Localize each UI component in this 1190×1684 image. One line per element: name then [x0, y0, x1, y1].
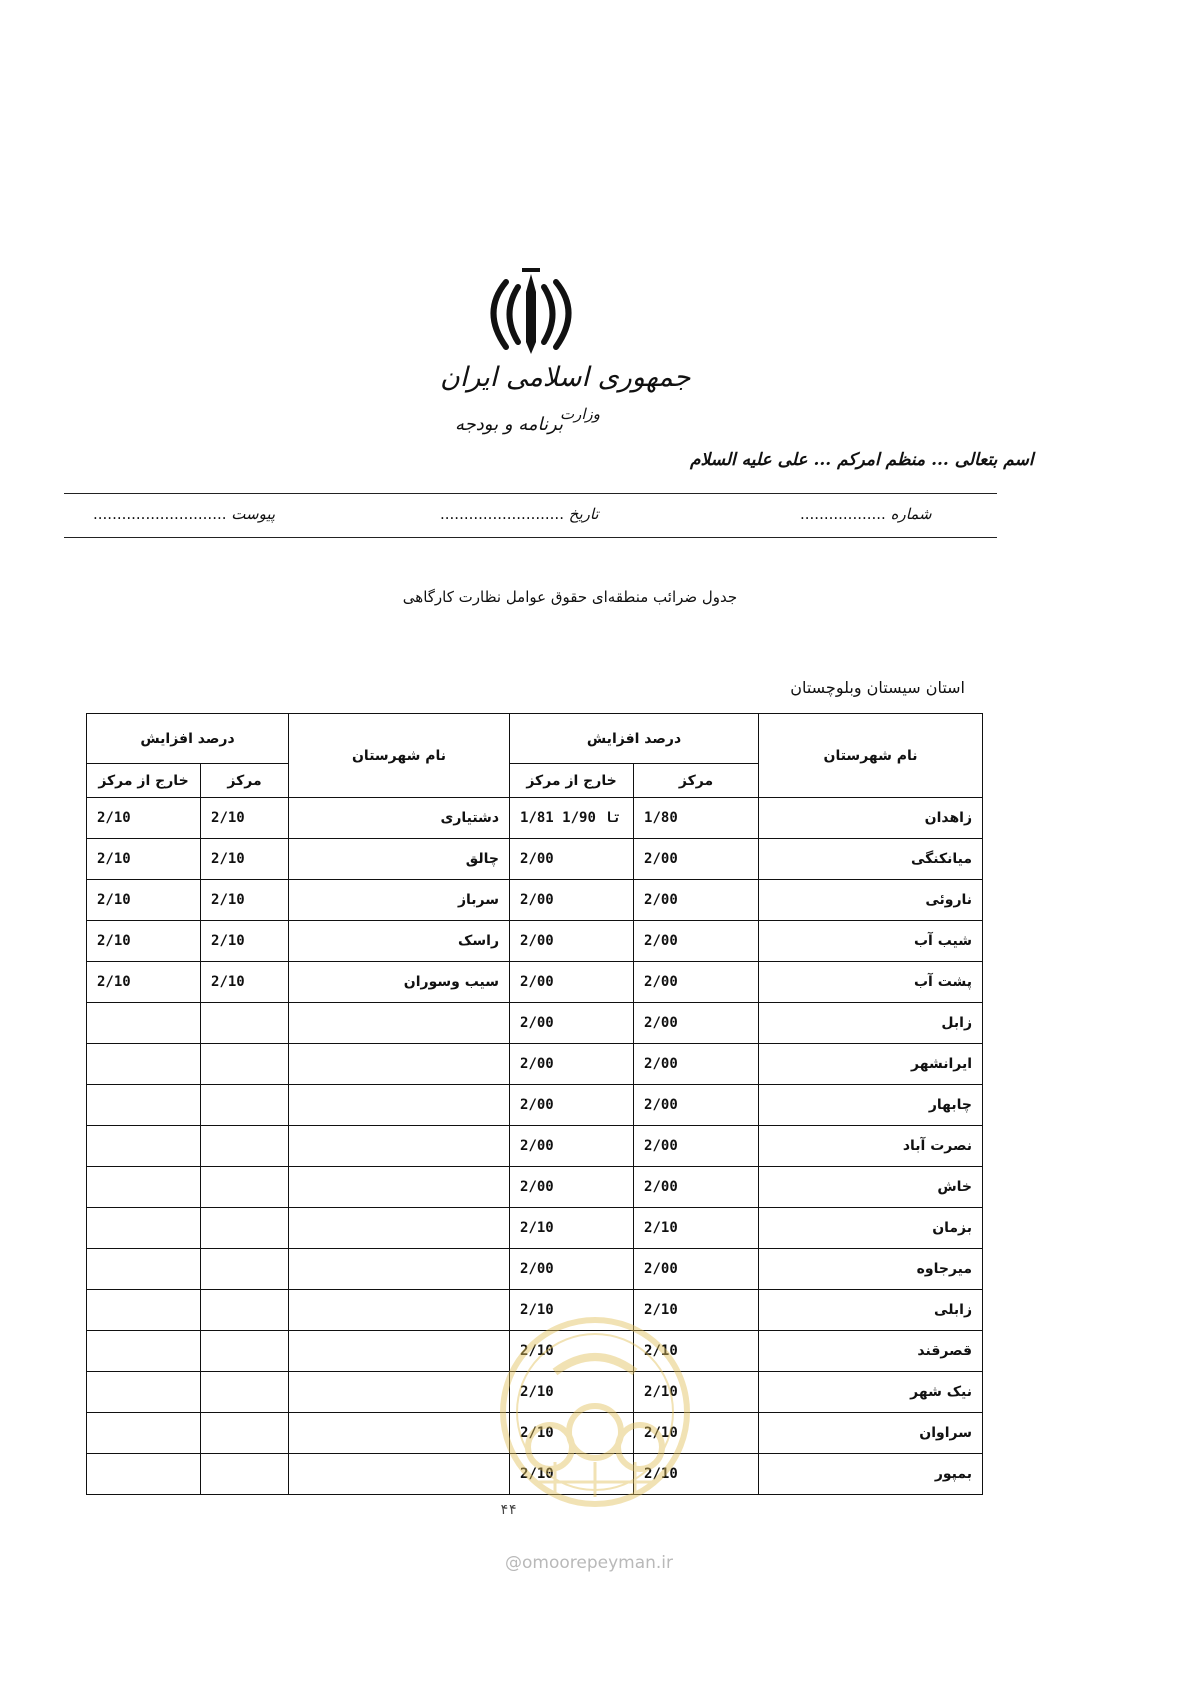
center-value-cell: 2/00 [634, 1126, 759, 1167]
city-name-cell: چابهار [759, 1085, 983, 1126]
table-row [87, 798, 983, 839]
outside-value-cell: 2/00 [510, 1249, 634, 1290]
outside-value-cell [87, 1003, 201, 1044]
number-label: شماره [890, 505, 932, 523]
center-value-cell: 2/00 [634, 921, 759, 962]
outside-value-cell: 2/00 [510, 921, 634, 962]
center-value-cell [201, 1331, 289, 1372]
outside-value-cell: 2/10 [87, 798, 201, 839]
center-value-cell [201, 1208, 289, 1249]
page-number: ۴۴ [500, 1502, 517, 1518]
city-name-cell: زابل [759, 1003, 983, 1044]
outside-value-cell: 2/10 [87, 880, 201, 921]
outside-value-cell [87, 1167, 201, 1208]
attachment-field [93, 505, 275, 523]
province-title: استان سیستان وبلوچستان [790, 678, 965, 697]
city-name-cell [289, 1249, 510, 1290]
number-field [800, 505, 932, 523]
center-value-cell [201, 1413, 289, 1454]
outside-value-cell: 2/00 [510, 1167, 634, 1208]
outside-value-cell: 2/10 [510, 1454, 634, 1495]
city-name-cell: زاهدان [759, 798, 983, 839]
center-value-cell: 2/00 [634, 962, 759, 1003]
outside-value-cell: 2/00 [510, 962, 634, 1003]
city-name-cell: میرجاوه [759, 1249, 983, 1290]
attachment-value: ............................ [93, 505, 227, 523]
outside-value-cell [87, 1331, 201, 1372]
header-city-name-2: نام شهرستان [289, 714, 510, 798]
header-center-1: مرکز [634, 764, 759, 798]
outside-value-cell: 2/10 [510, 1331, 634, 1372]
city-name-cell [289, 1044, 510, 1085]
city-name-cell: سرباز [289, 880, 510, 921]
outside-value-cell: 2/10 [510, 1372, 634, 1413]
center-value-cell: 2/00 [634, 1167, 759, 1208]
watermark-text: @omoorepeyman.ir [505, 1553, 674, 1573]
city-name-cell: دشتیاری [289, 798, 510, 839]
document-title: جدول ضرائب منطقه‌ای حقوق عوامل نظارت کارگاهی [402, 588, 738, 606]
emblem-icon [476, 262, 586, 362]
outside-value-cell [87, 1413, 201, 1454]
table-row [87, 1167, 983, 1208]
city-name-cell: ناروئی [759, 880, 983, 921]
city-name-cell: نصرت آباد [759, 1126, 983, 1167]
city-name-cell: زابلی [759, 1290, 983, 1331]
center-value-cell [201, 1167, 289, 1208]
bottom-divider [64, 537, 997, 538]
city-name-cell [289, 1208, 510, 1249]
center-value-cell [201, 1085, 289, 1126]
center-value-cell [201, 1003, 289, 1044]
table-row [87, 1044, 983, 1085]
outside-value-cell: 2/00 [510, 839, 634, 880]
center-value-cell [201, 1290, 289, 1331]
outside-value-cell: 2/00 [510, 880, 634, 921]
city-name-cell [289, 1126, 510, 1167]
city-name-cell: قصرقند [759, 1331, 983, 1372]
outside-value-cell [87, 1372, 201, 1413]
city-name-cell [289, 1413, 510, 1454]
outside-value-cell: 2/10 [87, 921, 201, 962]
city-name-cell: پشت آب [759, 962, 983, 1003]
city-name-cell: ایرانشهر [759, 1044, 983, 1085]
outside-value-cell: 2/00 [510, 1085, 634, 1126]
center-value-cell: 2/10 [201, 880, 289, 921]
table-row [87, 1003, 983, 1044]
outside-value-cell: 1/81 تا 1/90 [510, 798, 634, 839]
outside-value-cell [87, 1044, 201, 1085]
center-value-cell [201, 1372, 289, 1413]
attachment-label: پیوست [231, 505, 276, 523]
center-value-cell: 2/00 [634, 1085, 759, 1126]
city-name-cell: بزمان [759, 1208, 983, 1249]
center-value-cell: 2/10 [634, 1454, 759, 1495]
header-city-name-1: نام شهرستان [759, 714, 983, 798]
date-value: .......................... [440, 505, 564, 523]
center-value-cell: 2/10 [634, 1290, 759, 1331]
center-value-cell: 1/80 [634, 798, 759, 839]
outside-value-cell: 2/00 [510, 1003, 634, 1044]
bismillah-line: اسم بتعالی ... منظم امرکم ... علی علیه السلام [690, 450, 1034, 470]
center-value-cell [201, 1044, 289, 1085]
outside-value-cell: 2/00 [510, 1126, 634, 1167]
city-name-cell: چالق [289, 839, 510, 880]
outside-value-cell: 2/00 [510, 1044, 634, 1085]
date-label: تاریخ [568, 505, 599, 523]
outside-value-cell: 2/10 [87, 839, 201, 880]
header-increase-1: درصد افزایش [510, 714, 759, 764]
outside-value-cell [87, 1126, 201, 1167]
center-value-cell: 2/10 [634, 1372, 759, 1413]
city-name-cell [289, 1372, 510, 1413]
city-name-cell [289, 1003, 510, 1044]
city-name-cell: سراوان [759, 1413, 983, 1454]
center-value-cell [201, 1126, 289, 1167]
center-value-cell: 2/10 [634, 1208, 759, 1249]
center-value-cell: 2/10 [634, 1331, 759, 1372]
center-value-cell: 2/00 [634, 1249, 759, 1290]
republic-title: جمهوری اسلامی ایران [440, 362, 691, 393]
center-value-cell: 2/00 [634, 880, 759, 921]
date-field [440, 505, 599, 523]
stamp-icon [495, 1312, 695, 1512]
outside-value-cell: 2/10 [510, 1208, 634, 1249]
city-name-cell: راسک [289, 921, 510, 962]
city-name-cell: بمپور [759, 1454, 983, 1495]
outside-value-cell: 2/10 [510, 1413, 634, 1454]
table-row [87, 1249, 983, 1290]
table-row [87, 1085, 983, 1126]
outside-value-cell: 2/10 [510, 1290, 634, 1331]
center-value-cell: 2/10 [201, 798, 289, 839]
header-outside-2: خارج از مرکز [87, 764, 201, 798]
city-name-cell: نیک شهر [759, 1372, 983, 1413]
table-row [87, 880, 983, 921]
ministry-label: وزارت [560, 405, 601, 423]
city-name-cell: شیب آب [759, 921, 983, 962]
city-name-cell: میانکنگی [759, 839, 983, 880]
center-value-cell [201, 1249, 289, 1290]
top-divider [64, 493, 997, 494]
ministry-name: برنامه و بودجه [455, 414, 563, 435]
header-increase-2: درصد افزایش [87, 714, 289, 764]
center-value-cell [201, 1454, 289, 1495]
center-value-cell: 2/10 [201, 962, 289, 1003]
city-name-cell [289, 1085, 510, 1126]
outside-value-cell [87, 1454, 201, 1495]
table-row [87, 1126, 983, 1167]
table-row [87, 839, 983, 880]
outside-value-cell [87, 1208, 201, 1249]
number-value: .................. [800, 505, 886, 523]
city-name-cell [289, 1167, 510, 1208]
city-name-cell [289, 1331, 510, 1372]
city-name-cell: سیب وسوران [289, 962, 510, 1003]
center-value-cell: 2/00 [634, 839, 759, 880]
center-value-cell: 2/10 [634, 1413, 759, 1454]
table-row [87, 1208, 983, 1249]
outside-value-cell [87, 1085, 201, 1126]
table-row [87, 921, 983, 962]
outside-value-cell [87, 1290, 201, 1331]
outside-value-cell [87, 1249, 201, 1290]
center-value-cell: 2/00 [634, 1003, 759, 1044]
center-value-cell: 2/10 [201, 921, 289, 962]
center-value-cell: 2/00 [634, 1044, 759, 1085]
center-value-cell: 2/10 [201, 839, 289, 880]
city-name-cell [289, 1454, 510, 1495]
city-name-cell: خاش [759, 1167, 983, 1208]
city-name-cell [289, 1290, 510, 1331]
outside-value-cell: 2/10 [87, 962, 201, 1003]
header-center-2: مرکز [201, 764, 289, 798]
table-row [87, 962, 983, 1003]
header-outside-1: خارج از مرکز [510, 764, 634, 798]
